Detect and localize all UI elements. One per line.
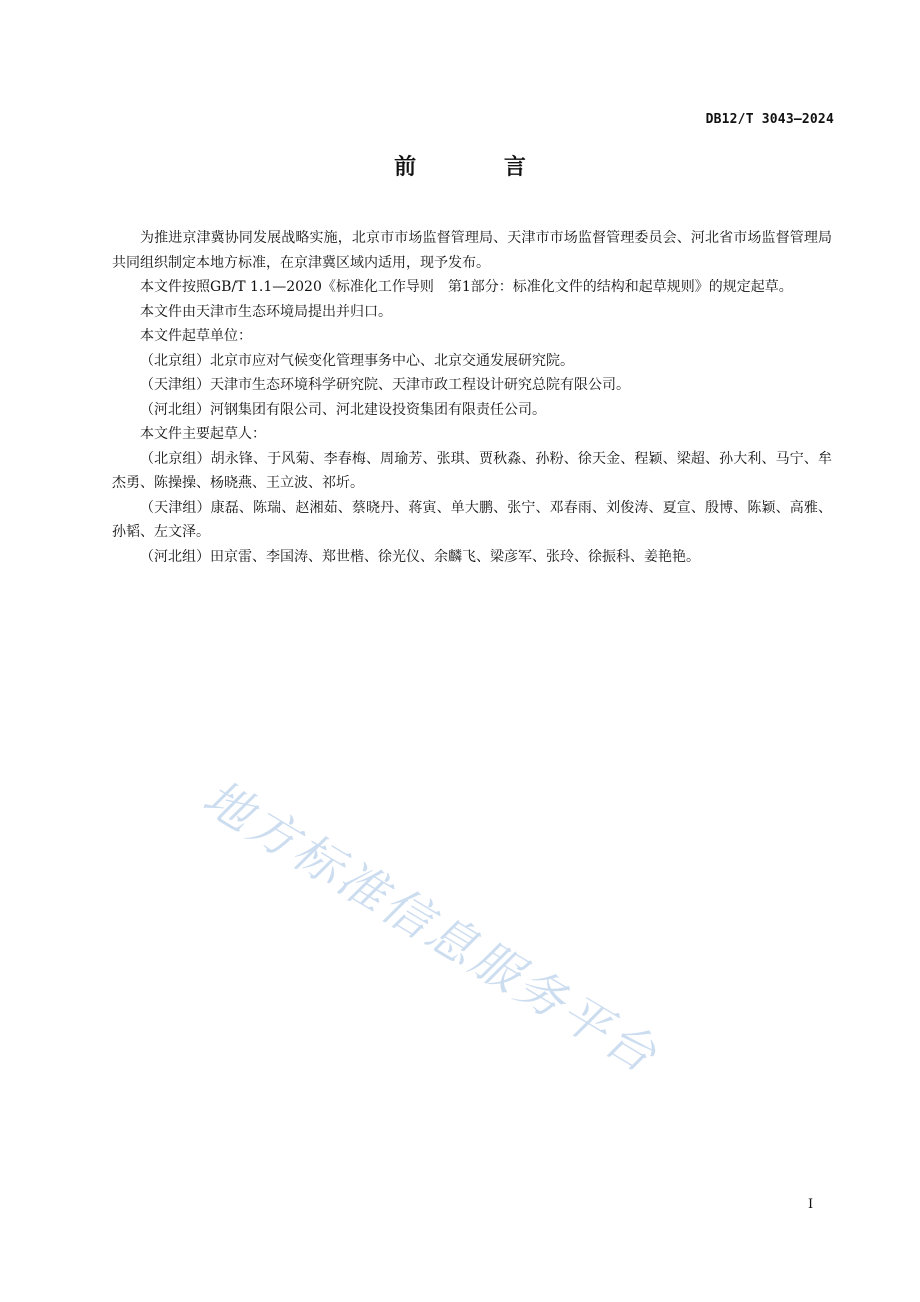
paragraph-intro: 为推进京津冀协同发展战略实施，北京市市场监督管理局、天津市市场监督管理委员会、河北省市场监督管理局共同组织制定本地方标准，在京津冀区域内适用，现予发布。	[112, 230, 832, 271]
page-title: 前 言	[394, 155, 566, 180]
page-number: I	[808, 1197, 814, 1212]
paragraph-drafting-rules: 本文件按照GB/T 1.1—2020《标准化工作导则 第1部分：标准化文件的结构和起草规则》的规定起草。	[140, 279, 793, 295]
document-body	[112, 226, 832, 569]
paragraph-drafters-beijing: （北京组）胡永锋、于风菊、李春梅、周瑜芳、张琪、贾秋淼、孙粉、徐天金、程颖、梁超、孙大利、马宁、牟杰勇、陈操操、杨晓燕、王立波、祁圻。	[112, 450, 832, 491]
paragraph-drafters-heading: 本文件主要起草人：	[140, 426, 266, 442]
paragraph-units-heading: 本文件起草单位：	[140, 328, 252, 344]
paragraph-unit-beijing: （北京组）北京市应对气候变化管理事务中心、北京交通发展研究院。	[140, 352, 574, 369]
paragraph-drafters-hebei: （河北组）田京雷、李国涛、郑世楷、徐光仪、余麟飞、梁彦军、张玲、徐振科、姜艳艳。	[140, 548, 700, 565]
paragraph-proposer: 本文件由天津市生态环境局提出并归口。	[140, 303, 392, 320]
paragraph-unit-hebei: （河北组）河钢集团有限公司、河北建设投资集团有限责任公司。	[140, 401, 546, 418]
standard-code: DB12/T 3043—2024	[705, 112, 834, 127]
paragraph-drafters-tianjin: （天津组）康磊、陈瑞、赵湘茹、蔡晓丹、蒋寅、单大鹏、张宁、邓春雨、刘俊涛、夏宣、殷博、陈颖、高雅、孙韬、左文泽。	[112, 499, 832, 540]
watermark: 地方标准信息服务平台	[193, 769, 669, 1086]
paragraph-unit-tianjin: （天津组）天津市生态环境科学研究院、天津市政工程设计研究总院有限公司。	[140, 377, 630, 393]
